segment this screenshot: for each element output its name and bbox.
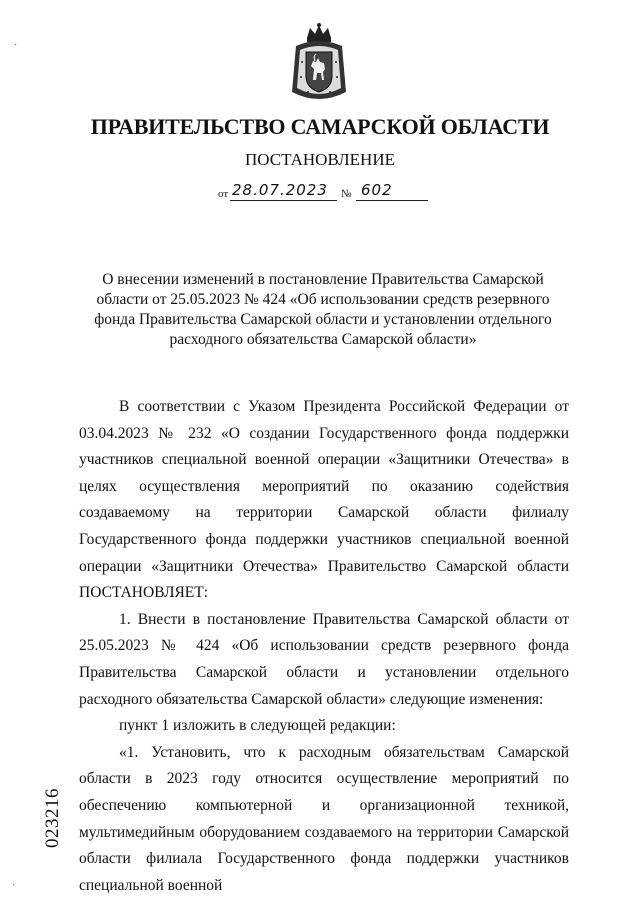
margin-stamp-number: 023216 bbox=[42, 788, 63, 848]
paragraph-item-1: 1. Внести в постановление Правительства Самарской области от 25.05.2023 № 424 «Об использовании средств резервного фонда Правительства Самарской области и установлении отдельного расходного обязательства Самарской области» следующие изменения: bbox=[79, 610, 569, 708]
date-prefix: от bbox=[218, 188, 229, 200]
scan-speck: · bbox=[12, 880, 16, 891]
date-number-line bbox=[218, 181, 438, 203]
coat-of-arms-icon bbox=[288, 22, 350, 104]
paragraph-amendment-intro: пункт 1 изложить в следующей редакции: bbox=[119, 717, 396, 735]
number-underline bbox=[356, 200, 428, 201]
paragraph-preamble: В соответствии с Указом Президента Российской Федерации от 03.04.2023 № 232 «О создании Государственного фонда поддержки участников специальной военной операции «Защитники Отечества» в целях осуществления мероприятий по оказанию содействия создаваемому на территории Самарской области филиалу Государственного фонда поддержки участников специальной военной операции «Защитники Отечества» Правительство Самарской области ПОСТАНОВЛЯЕТ: bbox=[79, 398, 569, 602]
handwritten-number: 602 bbox=[361, 181, 393, 199]
date-underline bbox=[230, 200, 337, 201]
document-type: ПОСТАНОВЛЕНИЕ bbox=[244, 150, 395, 169]
handwritten-date: 28.07.2023 bbox=[232, 181, 328, 199]
paragraph-amendment-text: «1. Установить, что к расходным обязательствам Самарской области в 2023 году относится осуществление мероприятий по обеспечению компьютерной и организационной техникой, мультимедийным оборудованием создаваемого на территории Самарской области филиала Государственного фонда поддержки участников специальной военной bbox=[79, 743, 569, 894]
government-name: ПРАВИТЕЛЬСТВО САМАРСКОЙ ОБЛАСТИ bbox=[90, 114, 550, 139]
number-prefix: № bbox=[341, 188, 352, 200]
document-subject: О внесении изменений в постановление Правительства Самарской области от 25.05.2023 № 424 «Об использовании средств резервного фонда Правительства Самарской области и установлении отдельного расходного обязательства Самарской области» bbox=[94, 271, 552, 348]
scan-speck: · bbox=[14, 40, 18, 51]
document-body bbox=[79, 394, 569, 899]
